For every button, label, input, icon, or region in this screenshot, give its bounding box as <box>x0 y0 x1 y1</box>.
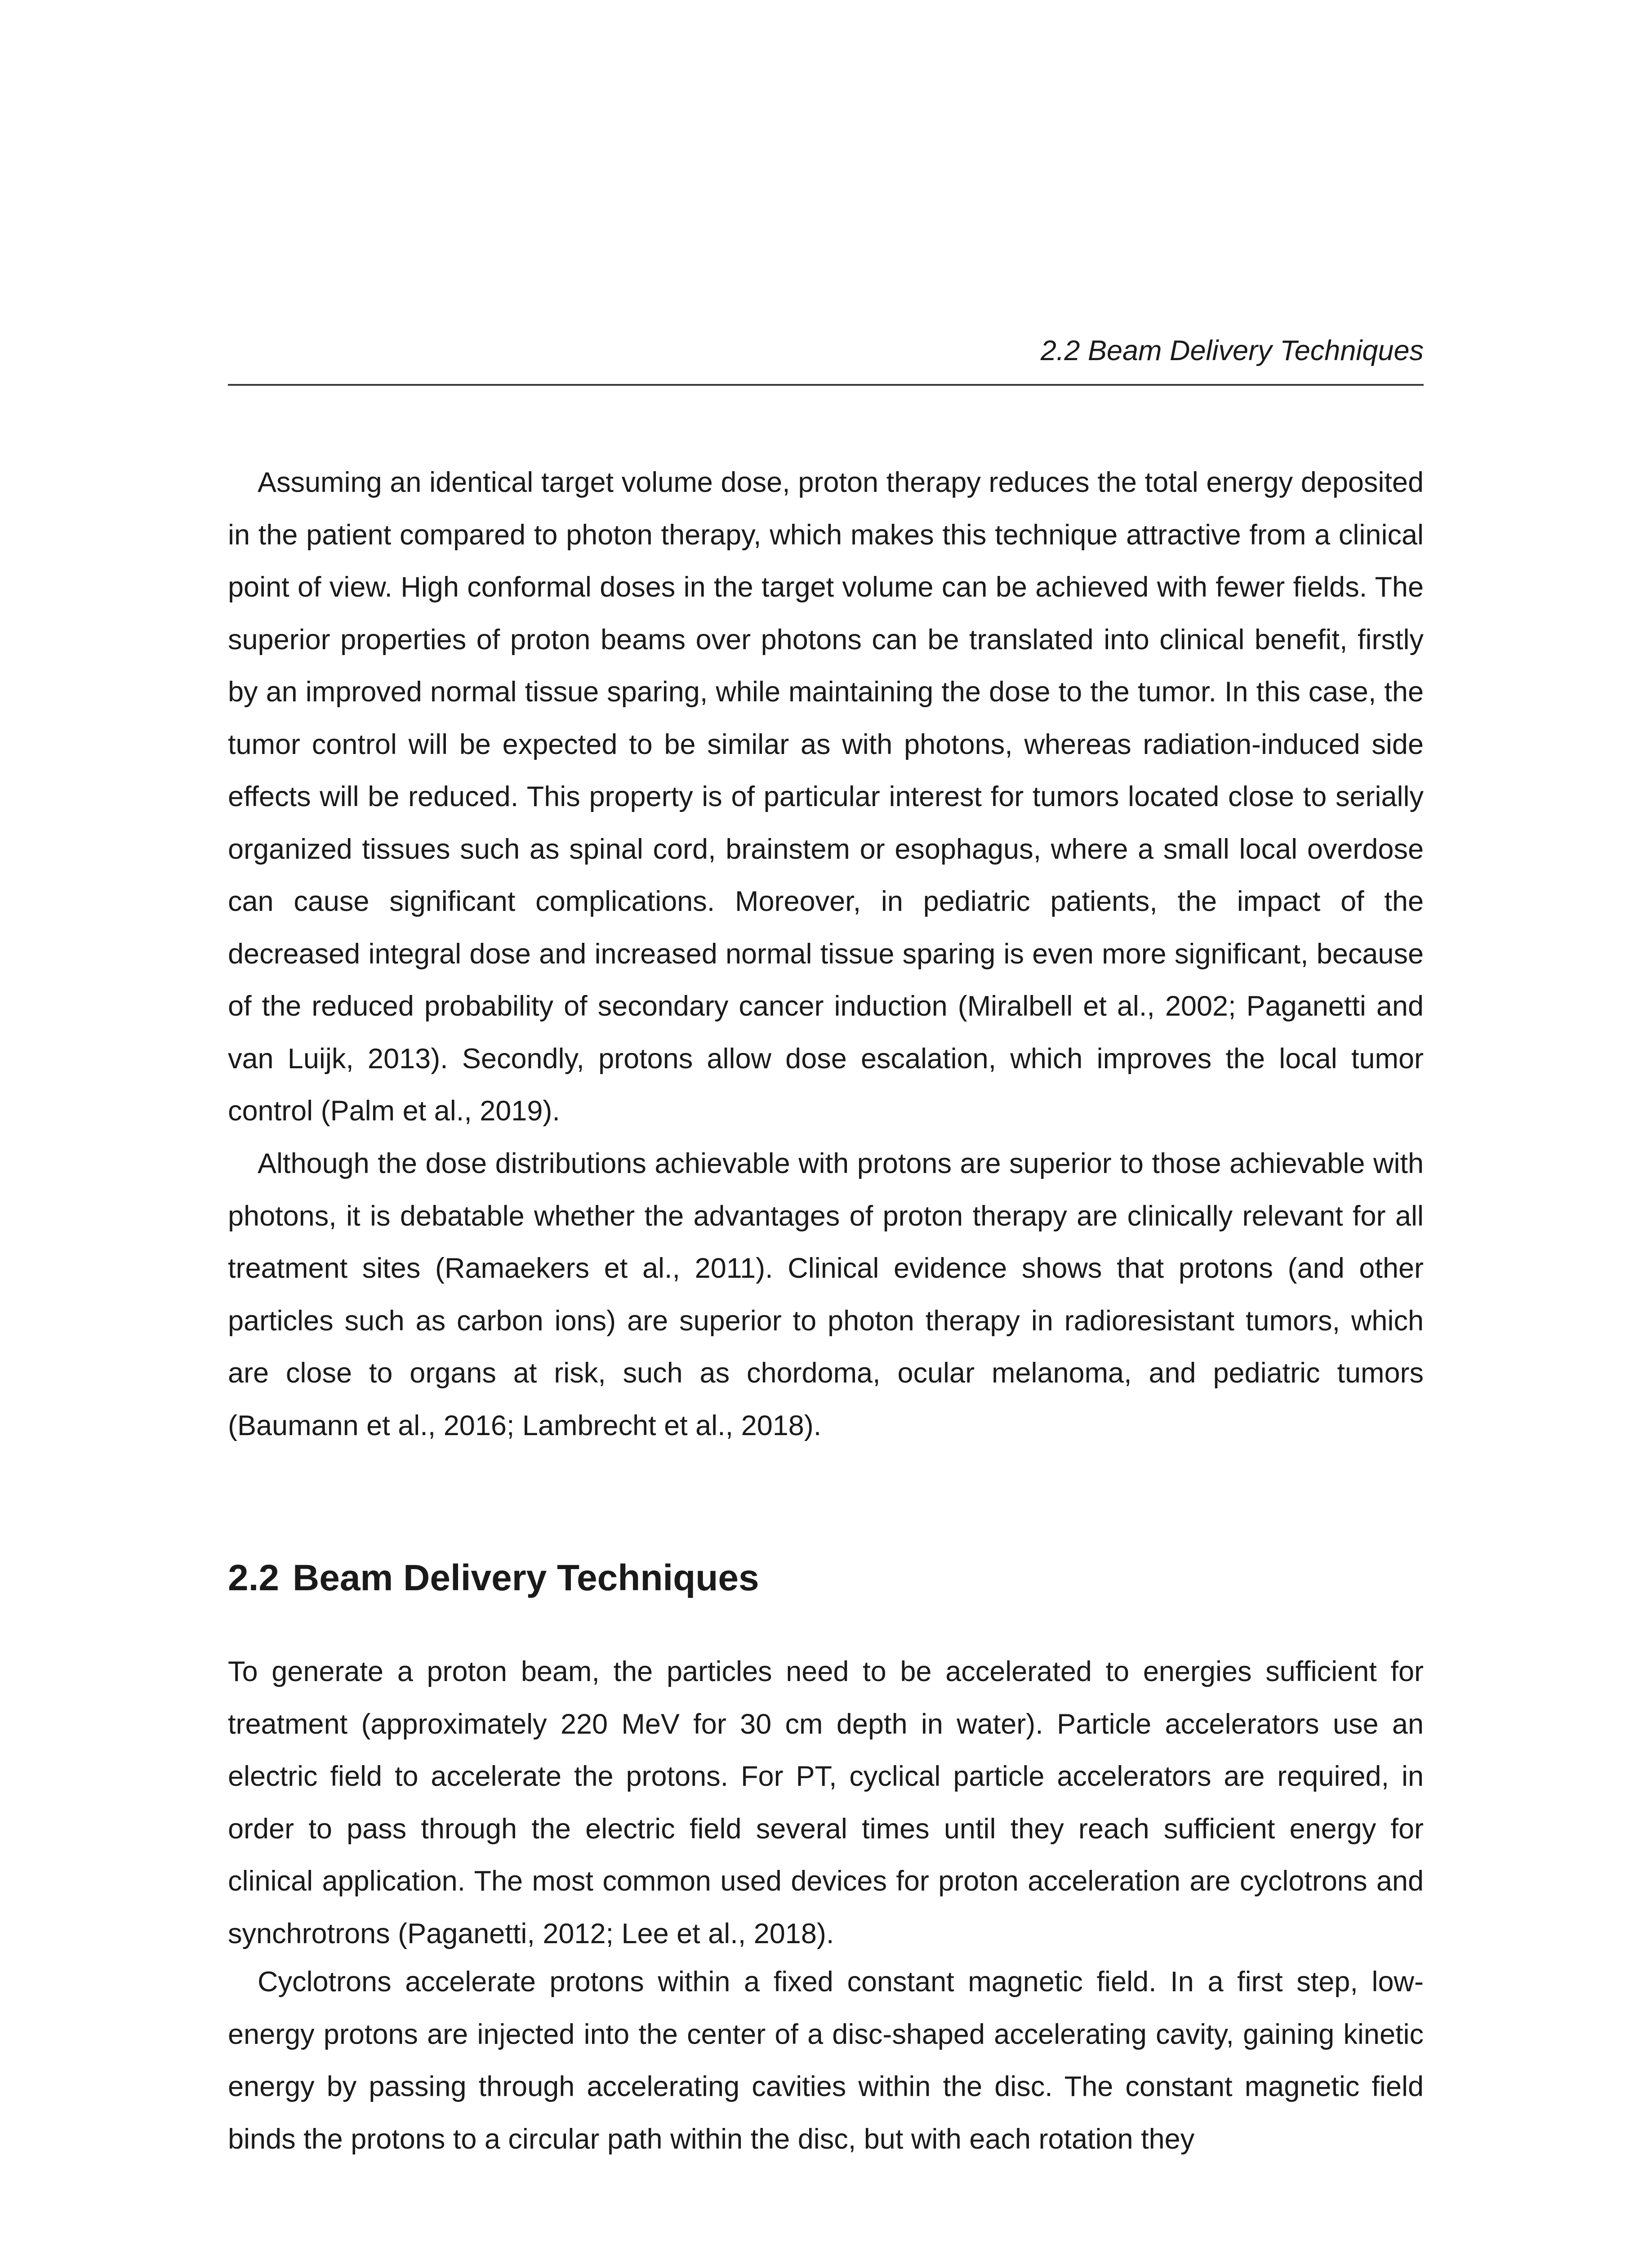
body-paragraph-2: Although the dose distributions achievable with protons are superior to those achievable with photons, it is debatable whether the advantages of proton therapy are clinically relevant for all treatment sites (Ramaekers et al., 2011). Clinical evidence shows that protons (and other particles such as carbon ions) are superior to photon therapy in radioresistant tumors, which are close to organs at risk, such as chordoma, ocular melanoma, and pediatric tumors (Baumann et al., 2016; Lambrecht et al., 2018). <box>228 1148 1424 1441</box>
running-header-text: 2.2 Beam Delivery Techniques <box>1040 335 1424 366</box>
body-paragraph-3: To generate a proton beam, the particles need to be accelerated to energies sufficient for treatment (approximately 220 MeV for 30 cm depth in water). Particle accelerators use an electric field to accelerate the protons. For PT, cyclical particle accelerators are required, in order to pass through the electric field several times until they reach sufficient energy for clinical application. The most common used devices for proton acceleration are cyclotrons and synchrotrons (Paganetti, 2012; Lee et al., 2018). <box>228 1656 1424 1949</box>
running-header <box>228 333 1424 386</box>
body-paragraph-1: Assuming an identical target volume dose, proton therapy reduces the total energy deposited in the patient compared to photon therapy, which makes this technique attractive from a clinical point of view. High conformal doses in the target volume can be achieved with fewer fields. The superior properties of proton beams over photons can be translated into clinical benefit, firstly by an improved normal tissue sparing, while maintaining the dose to the tumor. In this case, the tumor control will be expected to be similar as with photons, whereas radiation-induced side effects will be reduced. This property is of particular interest for tumors located close to serially organized tissues such as spinal cord, brainstem or esophagus, where a small local overdose can cause significant complications. Moreover, in pediatric patients, the impact of the decreased integral dose and increased normal tissue sparing is even more significant, because of the reduced probability of secondary cancer induction (Miralbell et al., 2002; Paganetti and van Luijk, 2013). Secondly, protons allow dose escalation, which improves the local tumor control (Palm et al., 2019). <box>228 467 1424 1127</box>
body-paragraph-4: Cyclotrons accelerate protons within a fixed constant magnetic field. In a first step, low-energy protons are injected into the center of a disc-shaped accelerating cavity, gaining kinetic energy by passing through accelerating cavities within the disc. The constant magnetic field binds the protons to a circular path within the disc, but with each rotation they <box>228 1966 1424 2155</box>
section-title: Beam Delivery Techniques <box>293 1557 759 1598</box>
section-number: 2.2 <box>228 1557 279 1598</box>
section-heading <box>228 1553 759 1603</box>
